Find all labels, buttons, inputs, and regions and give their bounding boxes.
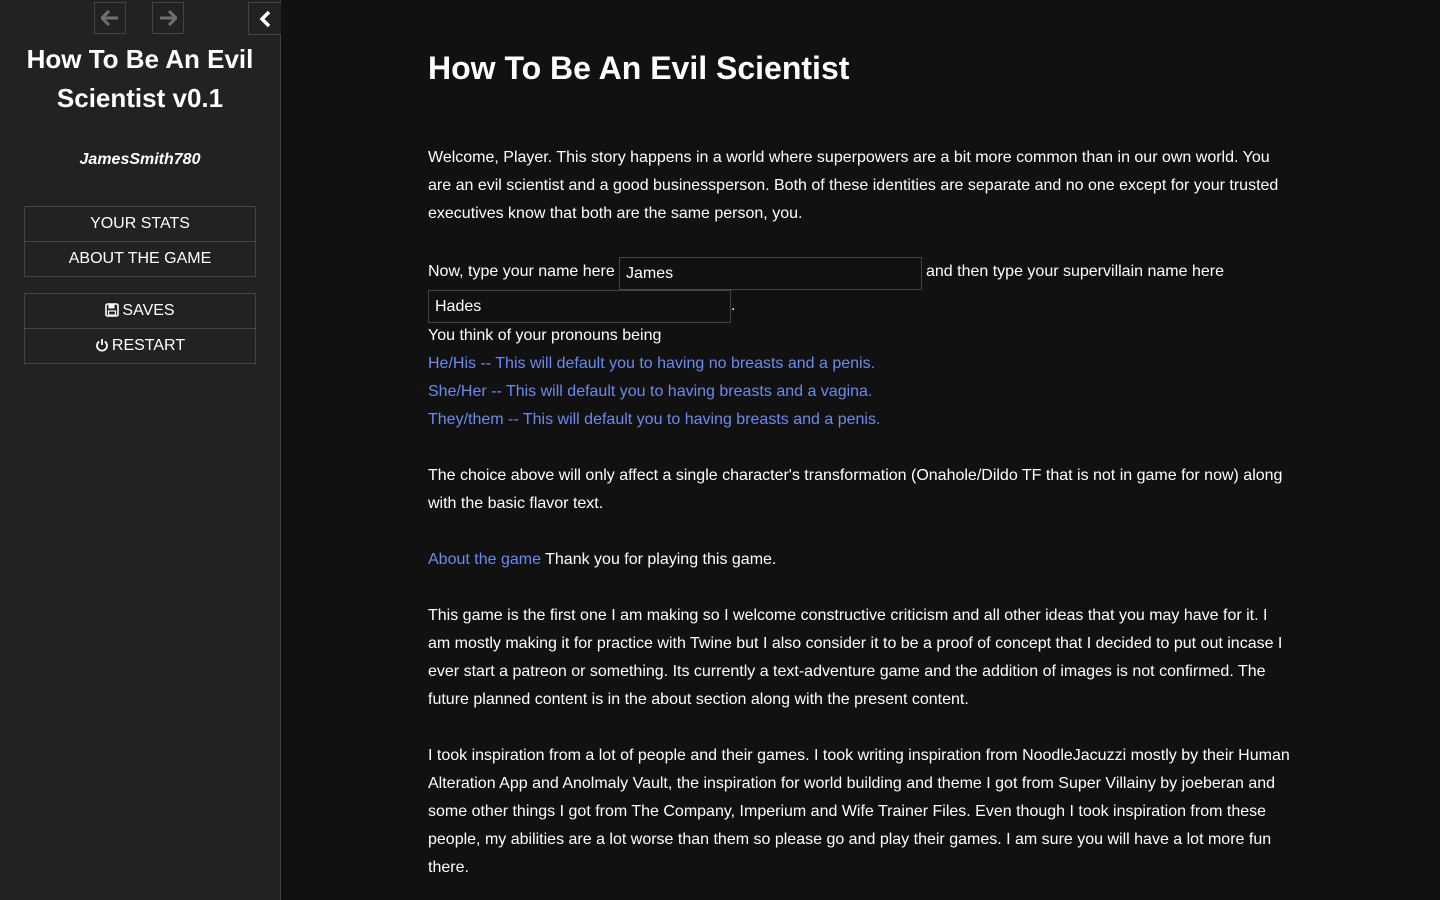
sidebar <box>0 0 281 900</box>
arrow-right-icon <box>159 10 177 26</box>
restart-label: RESTART <box>111 337 186 354</box>
menu-item-about-the-game[interactable]: ABOUT THE GAME <box>25 241 255 276</box>
sidebar-toggle-button[interactable] <box>248 2 281 35</box>
saves-label: SAVES <box>122 302 175 319</box>
core-menu <box>24 293 256 364</box>
restart-button[interactable] <box>25 328 255 363</box>
thanks-text: Thank you for playing this game. <box>540 551 777 568</box>
floppy-disk-icon <box>105 296 119 330</box>
villain-suffix: . <box>731 297 736 314</box>
story-title: How To Be An Evil Scientist v0.1 <box>26 44 254 113</box>
villain-prompt: and then type your supervillain name here <box>926 263 1224 280</box>
pronoun-option-she-her[interactable]: She/Her -- This will default you to having breasts and a vagina. <box>428 383 873 400</box>
passage-title: How To Be An Evil Scientist <box>428 50 850 86</box>
history-back-button[interactable] <box>94 2 126 34</box>
history-forward-button[interactable] <box>152 2 184 34</box>
villain-name-input[interactable] <box>428 290 731 323</box>
menu-item-your-stats[interactable]: YOUR STATS <box>90 215 190 232</box>
saves-button[interactable] <box>25 294 255 328</box>
first-game-paragraph: This game is the first one I am making so I welcome constructive criticism and all other ideas that you may have for it. I am mostly making it for practice with Twine but I also consider it to be a proof of concept that I decided to put out incase I ever start a patreon or something. Its currently a text-adventure game and the addition of images is not confirmed. The future planned content is in the about section along with the present content. <box>428 607 1283 708</box>
story-author: JamesSmith780 <box>79 151 201 168</box>
arrow-left-icon <box>101 10 119 26</box>
pronoun-prompt: You think of your pronouns being <box>428 327 662 344</box>
name-prompt: Now, type your name here <box>428 263 615 280</box>
intro-paragraph: Welcome, Player. This story happens in a world where superpowers are a bit more common than in our own world. You are an evil scientist and a good businessperson. Both of these identities are separate and no one except for your trusted executives know that both are the same person, you. <box>428 149 1279 222</box>
power-icon <box>95 331 109 365</box>
story-menu <box>24 206 256 277</box>
pronoun-option-they-them[interactable]: They/them -- This will default you to having breasts and a penis. <box>428 411 881 428</box>
chevron-left-icon <box>259 10 271 28</box>
pronoun-option-he-his[interactable]: He/His -- This will default you to having no breasts and a penis. <box>428 355 876 372</box>
inspiration-paragraph: I took inspiration from a lot of people and their games. I took writing inspiration from NoodleJacuzzi mostly by their Human Alteration App and Anolmaly Vault, the inspiration for world building and theme I got from Super Villainy by joeberan and some other things I got from The Company, Imperium and Wife Trainer Files. Even though I took inspiration from these people, my abilities are a lot worse than them so please go and play their games. I am sure you will have a lot more fun there. <box>428 747 1290 876</box>
about-the-game-link[interactable]: About the game <box>428 551 541 568</box>
about-paragraph <box>428 546 1294 574</box>
player-name-input[interactable] <box>619 257 922 290</box>
choice-note-paragraph: The choice above will only affect a single character's transformation (Onahole/Dildo TF that is not in game for now) along with the basic flavor text. <box>428 467 1283 512</box>
